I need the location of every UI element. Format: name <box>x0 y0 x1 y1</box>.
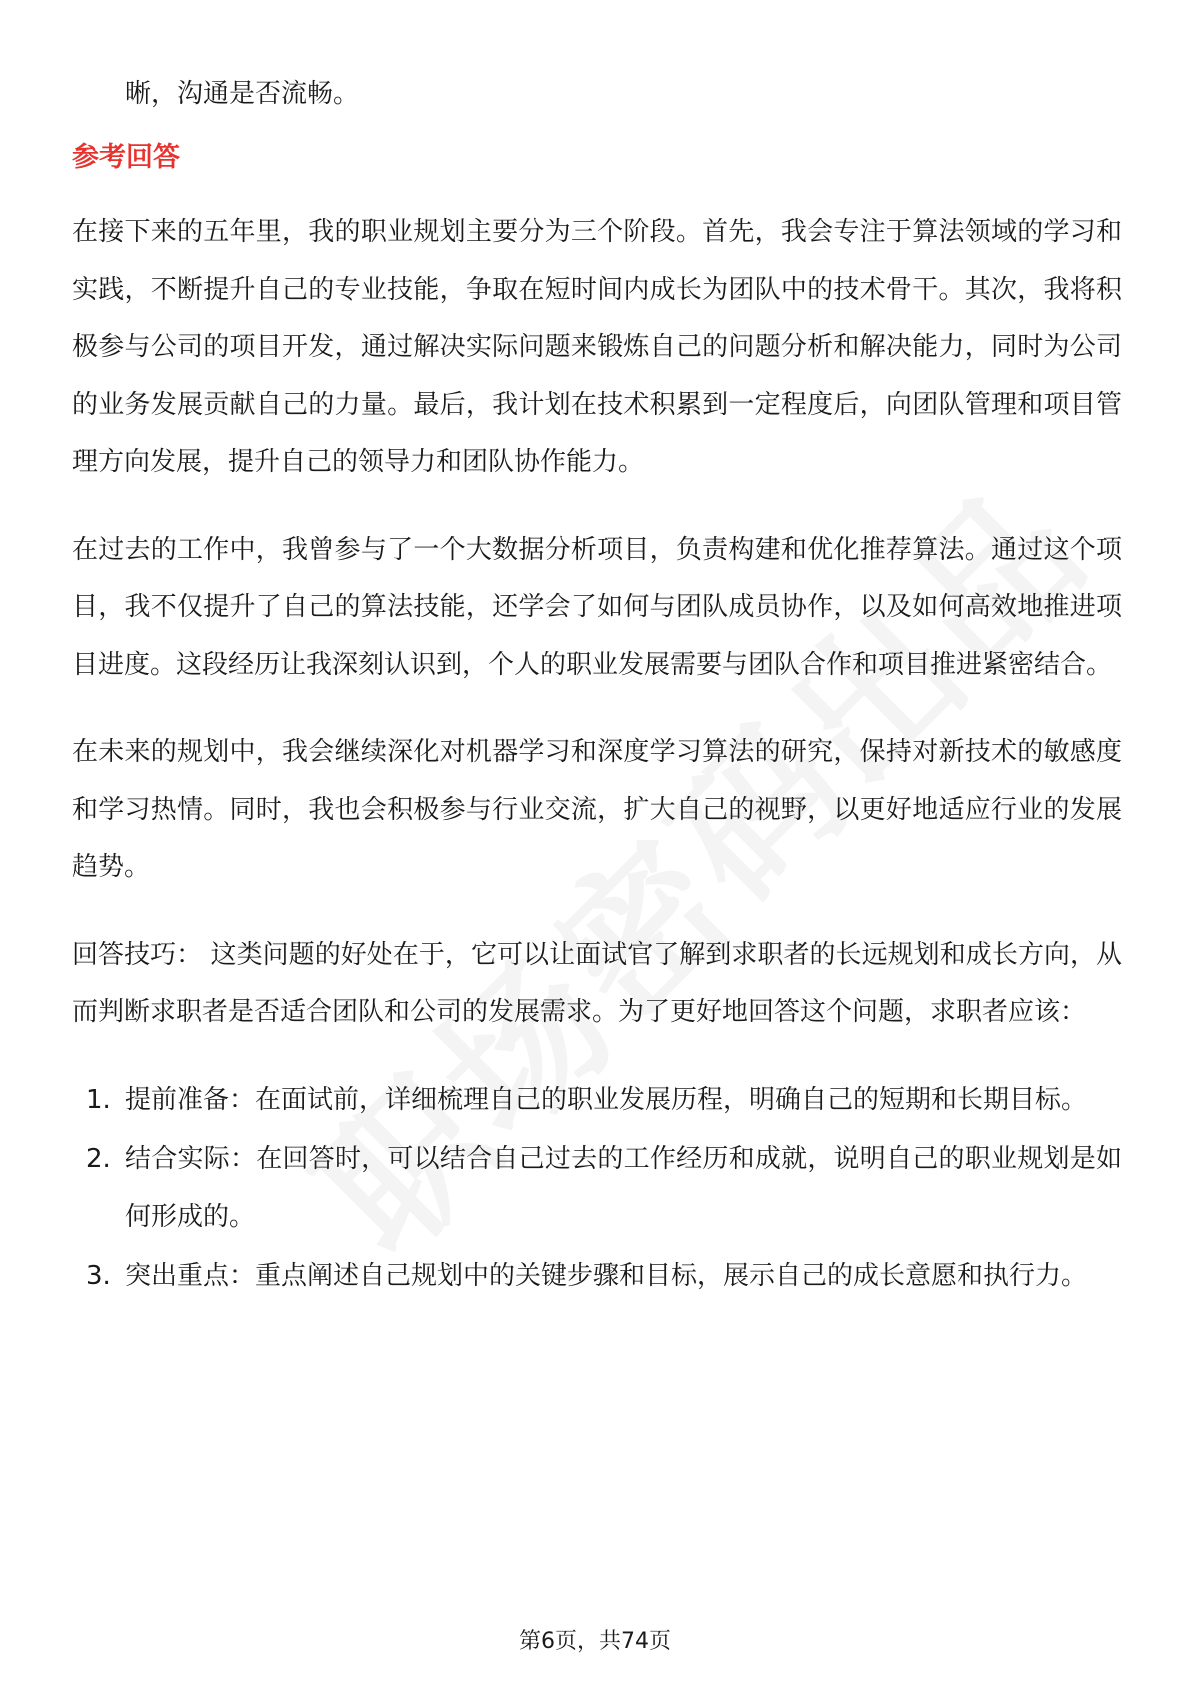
answer-paragraph-3: 在未来的规划中，我会继续深化对机器学习和深度学习算法的研究，保持对新技术的敏感度和学习热情。同时，我也会积极参与行业交流，扩大自己的视野，以更好地适应行业的发展趋势。 <box>72 737 1122 882</box>
section-title: 参考回答 <box>72 142 180 173</box>
list-item <box>72 1131 1122 1246</box>
page-footer: 第6页，共74页 <box>519 1629 671 1654</box>
list-item-text: 突出重点：重点阐述自己规划中的关键步骤和目标，展示自己的成长意愿和执行力。 <box>125 1261 1088 1291</box>
answer-paragraph-2: 在过去的工作中，我曾参与了一个大数据分析项目，负责构建和优化推荐算法。通过这个项目，我不仅提升了自己的算法技能，还学会了如何与团队成员协作，以及如何高效地推进项目进度。这段经历让我深刻认识到，个人的职业发展需要与团队合作和项目推进紧密结合。 <box>72 534 1122 680</box>
list-item-number: 2. <box>86 1144 111 1174</box>
answer-paragraph-1: 在接下来的五年里，我的职业规划主要分为三个阶段。首先，我会专注于算法领域的学习和实践，不断提升自己的专业技能，争取在短时间内成长为团队中的技术骨干。其次，我将积极参与公司的项目开发，通过解决实际问题来锻炼自己的问题分析和解决能力，同时为公司的业务发展贡献自己的力量。最后，我计划在技术积累到一定程度后，向团队管理和项目管理方向发展，提升自己的领导力和团队协作能力。 <box>72 217 1122 477</box>
continued-text: 晰，沟通是否流畅。 <box>125 79 360 109</box>
page-content <box>72 66 1122 1308</box>
list-item-text: 结合实际：在回答时，可以结合自己过去的工作经历和成就，说明自己的职业规划是如何形成的。 <box>125 1144 1122 1232</box>
list-item-number: 3. <box>86 1261 111 1291</box>
tips-intro-paragraph: 回答技巧： 这类问题的好处在于，它可以让面试官了解到求职者的长远规划和成长方向，从而判断求职者是否适合团队和公司的发展需求。为了更好地回答这个问题，求职者应该： <box>72 939 1122 1027</box>
list-item-number: 1. <box>86 1084 111 1115</box>
list-item <box>72 1072 1122 1130</box>
list-item <box>72 1248 1122 1306</box>
list-item-text: 提前准备：在面试前，详细梳理自己的职业发展历程，明确自己的短期和长期目标。 <box>125 1084 1088 1115</box>
tips-list <box>72 1072 1122 1306</box>
